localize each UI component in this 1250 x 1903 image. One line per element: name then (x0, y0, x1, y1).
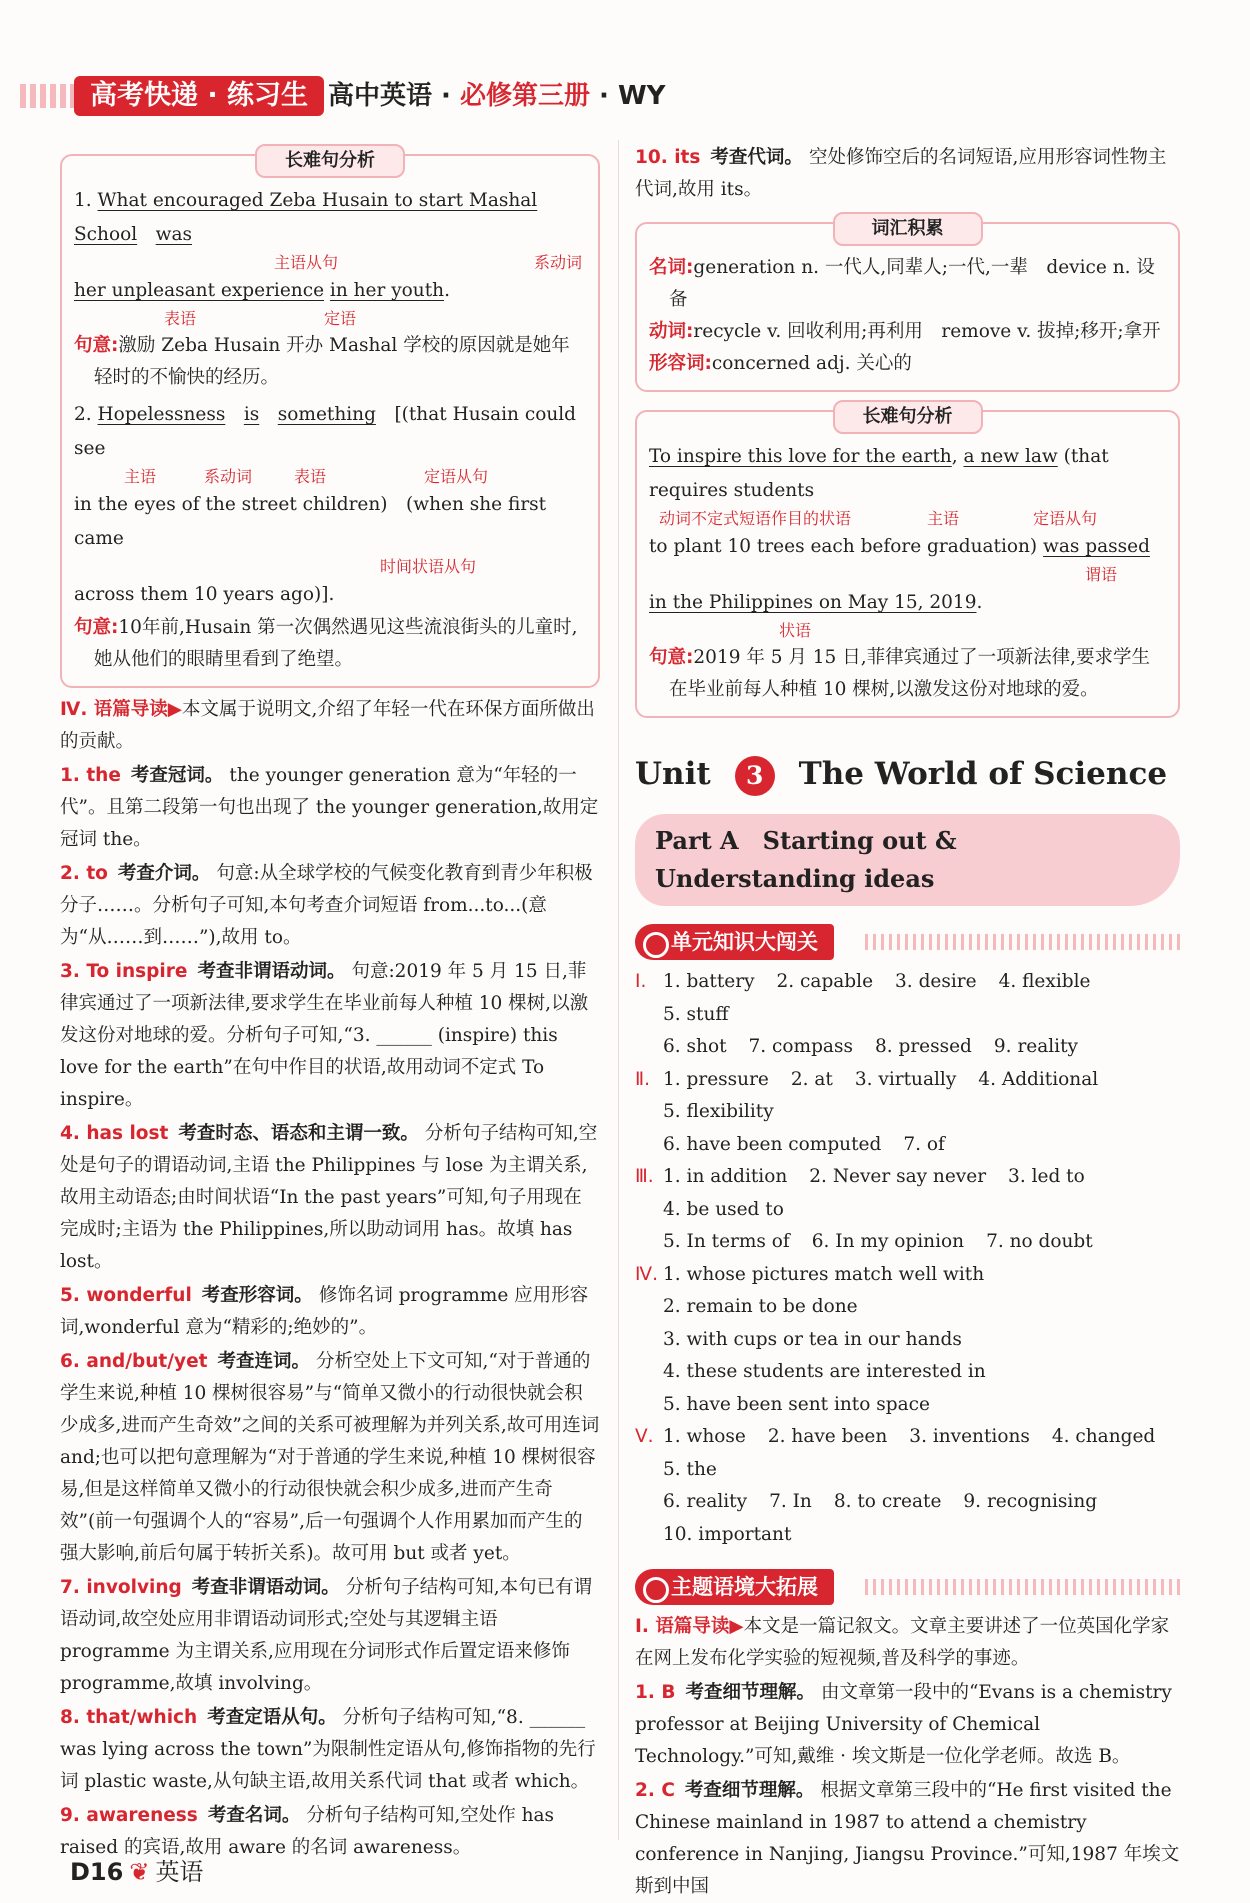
answer-cell: 4. Additional (978, 1068, 1099, 1090)
answer-row (635, 1129, 1180, 1162)
answer-item: 3. To inspire 考查非谓语动词。 句意:2019 年 5 月 15 日,菲律宾通过了一项新法律,要求学生在毕业前每人种植 10 棵树,以激发这份对地球的爱。分析句子可知,“3. ______ (inspire) this love for the earth”在句中作目的状语,故用动词不定式 To inspire。 (60, 961, 589, 1110)
answer-cell: 6. In my opinion (811, 1231, 965, 1252)
answer-cell: 1. whose pictures match well with (663, 1263, 985, 1285)
answer-row: Ⅲ. 1. in addition 2. Never say never 3. led to 4. be used to (635, 1161, 1180, 1226)
answer-key (635, 966, 1180, 1551)
sentence-1-translation: 句意:激励 Zeba Husain 开办 Mashal 学校的原因就是她年轻时的不愉快的经历。 (74, 335, 570, 388)
sentence-3-translation: 句意:2019 年 5 月 15 日,菲律宾通过了一项新法律,要求学生在毕业前每人种植 10 棵树,以激发这份对地球的爱。 (649, 647, 1150, 700)
answer-item: 4. has lost 考查时态、语态和主谓一致。 分析句子结构可知,空处是句子的谓语动词,主语 the Philippines 与 lose 为主谓关系,故用主动语态;由时间状语“In the past years”可知,句子用现在完成时;主语为 the Philippines,所以助动词用 has。故填 has lost。 (60, 1123, 598, 1272)
answer-row (635, 1291, 1180, 1324)
header-title: 高中英语 · 必修第三册 · WY (328, 81, 666, 111)
part-heading: Part A Starting out & Understanding ideas (635, 814, 1180, 906)
answer-cell: 5. flexibility (663, 1101, 774, 1122)
answer-cell: 2. have been (767, 1426, 888, 1447)
answer-cell: 3. desire (895, 971, 977, 992)
box-title: 长难句分析 (255, 144, 405, 178)
answer-cell: 2. capable (776, 971, 874, 992)
answer-cell: 7. In (769, 1491, 812, 1512)
brand-badge: 高考快递 · 练习生 (74, 76, 324, 116)
answer-item: 6. and/but/yet 考查连词。 分析空处上下文可知,“对于普通的学生来说,种植 10 棵树很容易”与“简单又微小的行动很快就会积少成多,进而产生奇效”之间的关系可被理解为并列关系,故可用连词 and;也可以把句意理解为“对于普通的学生来说,种植 10 棵树很容易,但是这样简单又微小的行动很快就会积少成多,进而产生奇效”(前一句强调个人的“容易”,后一句强调个人作用累加而产生的强大影响,前后句属于转折关系)。故可用 but 或者 yet。 (60, 1351, 600, 1564)
answer-cell: 5. the (663, 1458, 717, 1480)
answer-cell: 1. pressure (663, 1068, 769, 1090)
answer-row: Ⅴ. 1. whose 2. have been 3. inventions 4. changed 5. the (635, 1421, 1180, 1486)
leaf-icon: ❦ (129, 1858, 150, 1886)
box2-title: 长难句分析 (833, 400, 983, 434)
answer-cell: 3. led to (1008, 1166, 1085, 1187)
answer-item: 8. that/which 考查定语从句。 分析句子结构可知,“8. ______ was lying across the town”为限制性定语从句,修饰指物的先行词 plastic waste,从句缺主语,故用关系代词 that 或者 which。 (60, 1707, 596, 1792)
answer-item: 7. involving 考查非谓语动词。 分析句子结构可知,本句已有谓语动词,故空处应用非谓语动词形式;空处与其逻辑主语 programme 为主谓关系,应用现在分词形式作后置定语来修饰 programme,故填 involving。 (60, 1577, 593, 1694)
answer-cell: 6. shot (663, 1036, 727, 1057)
answer-cell: 5. stuff (663, 1003, 729, 1025)
sentence-2-translation: 句意:10年前,Husain 第一次偶然遇见这些流浪街头的儿童时,她从他们的眼睛里看到了绝望。 (74, 617, 578, 670)
answer-row: Ⅳ. 1. whose pictures match well with (635, 1259, 1180, 1292)
unit-number-badge: 3 (735, 756, 775, 796)
answer-item: 5. wonderful 考查形容词。 修饰名词 programme 应用形容词,wonderful 意为“精彩的;绝妙的”。 (60, 1285, 589, 1338)
answer-explanations (60, 760, 600, 1864)
answer-cell: 4. flexible (998, 971, 1091, 992)
sentence-analysis-box-2: 长难句分析 To inspire this love for the earth, a new law (that requires students 动词不定式短语作目的状语 主语 定语从句 to plant 10 trees each before graduation) was passed 谓语 in the Philippines on May 15, 2019. 状语 句意:2019 年 5 月 15 日,菲律宾通过了一项新法律,要求学生在毕业前每人种植 10 棵树,以激发这份对地球的爱。 (635, 410, 1180, 718)
answer-cell: 6. reality (663, 1491, 748, 1512)
sentence-2: 2. Hopelessness is something [(that Husain could see (74, 404, 577, 459)
answer-row (635, 1031, 1180, 1064)
vocab-entry: 名词:generation n. 一代人,同辈人;一代,一辈 device n. 设备 (649, 257, 1155, 310)
sentence-1: 1. What encouraged Zeba Husain to start Mashal School was (74, 190, 538, 245)
vocab-entry: 动词:recycle v. 回收利用;再利用 remove v. 拔掉;移开;拿开 (649, 321, 1161, 342)
answer-cell: 2. at (790, 1068, 833, 1090)
answer-cell: 1. in addition (663, 1166, 788, 1187)
answer-row (635, 1226, 1180, 1259)
answer-cell: 3. with cups or tea in our hands (663, 1328, 962, 1350)
vocab-entry: 形容词:concerned adj. 关心的 (649, 353, 912, 374)
section-banner-2: 主题语境大拓展 (635, 1569, 1180, 1605)
passage-guide-2: Ⅰ. 语篇导读▶本文是一篇记叙文。文章主要讲述了一位英国化学家在网上发布化学实验的短视频,普及科学的事迹。 (635, 1616, 1170, 1669)
answer-cell: 3. virtually (854, 1068, 957, 1090)
answer-cell: 10. important (663, 1523, 792, 1545)
answer-item: 1. B 考查细节理解。 由文章第一段中的“Evans is a chemistry professor at Beijing University of Chemical Technology.”可知,戴维 · 埃文斯是一位化学老师。故选 B。 (635, 1682, 1172, 1767)
answer-cell: 3. inventions (909, 1426, 1030, 1447)
answer-cell: 1. whose (663, 1426, 746, 1447)
vocabulary-box (635, 218, 1180, 392)
answer-cell: 9. recognising (963, 1491, 1098, 1512)
answer-item-10: 10. its 考查代词。 空处修饰空后的名词短语,应用形容词性物主代词,故用 its。 (635, 147, 1167, 200)
answer-row (635, 1486, 1180, 1551)
header-stripe (20, 84, 74, 108)
answer-cell: 2. remain to be done (663, 1296, 858, 1317)
answer-row: Ⅰ. 1. battery 2. capable 3. desire 4. flexible 5. stuff (635, 966, 1180, 1031)
column-divider (618, 140, 619, 1840)
answer-item: 9. awareness 考查名词。 分析句子结构可知,空处作 has raised 的宾语,故用 aware 的名词 awareness。 (60, 1805, 555, 1858)
vocab-title: 词汇积累 (833, 212, 983, 246)
sentence-analysis-box: 长难句分析 1. What encouraged Zeba Husain to start Mashal School was 主语从句 系动词 her unpleasant experience in her youth. 表语 定语 句意:激励 Zeba Husain 开办 Mashal 学校的原因就是她年轻时的不愉快的经历。 2. Hopelessness is something [(that Husain could see 主语 系动词 表语 定语从句 in the eyes of the street children) (when she first came 时间状语从句 across them 10 years ago)]. 句意:10年前,Husain 第一次偶然遇见这些流浪街头的儿童时,她从他们的眼睛里看到了绝望。 (60, 154, 600, 688)
answer-item: 2. to 考查介词。 句意:从全球学校的气候变化教育到青少年积极分子……。分析句子可知,本句考查介词短语 from...to...(意为“从……到……”),故用 to。 (60, 863, 593, 948)
answer-cell: 8. to create (833, 1491, 942, 1512)
answer-cell: 7. compass (748, 1036, 853, 1057)
right-column (635, 140, 1180, 1903)
answer-row (635, 1324, 1180, 1357)
answer-row (635, 1356, 1180, 1389)
answer-cell: 9. reality (993, 1036, 1078, 1057)
answer-explanations-2 (635, 1677, 1180, 1903)
page-header (60, 76, 1190, 118)
answer-cell: 7. no doubt (986, 1231, 1093, 1252)
answer-cell: 5. have been sent into space (663, 1393, 930, 1415)
answer-cell: 4. be used to (663, 1198, 784, 1220)
answer-cell: 5. In terms of (663, 1231, 790, 1252)
answer-cell: 6. have been computed (663, 1133, 882, 1155)
answer-row (635, 1389, 1180, 1422)
answer-cell: 8. pressed (874, 1036, 972, 1057)
page-footer: D16 ❦ 英语 (70, 1858, 204, 1886)
unit-title: Unit 3 The World of Science (635, 752, 1180, 798)
answer-cell: 4. changed (1051, 1426, 1156, 1447)
answer-item: 2. C 考查细节理解。 根据文章第三段中的“He first visited the Chinese mainland in 1987 to attend a chemistry conference in Nanjing, Jiangsu Province.”可知,1987 年埃文斯到中国 (635, 1780, 1180, 1897)
answer-cell: 2. Never say never (809, 1166, 987, 1187)
passage-guide: Ⅳ. 语篇导读▶本文属于说明文,介绍了年轻一代在环保方面所做出的贡献。 (60, 699, 595, 752)
left-column (60, 140, 600, 1864)
answer-cell: 4. these students are interested in (663, 1361, 986, 1382)
section-banner-1: 单元知识大闯关 (635, 924, 1180, 960)
answer-row: Ⅱ. 1. pressure 2. at 3. virtually 4. Additional 5. flexibility (635, 1064, 1180, 1129)
answer-item: 1. the 考查冠词。 the younger generation 意为“年轻的一代”。且第二段第一句也出现了 the younger generation,故用定冠词 the。 (60, 765, 599, 850)
answer-cell: 7. of (903, 1133, 945, 1155)
answer-cell: 1. battery (663, 971, 755, 992)
